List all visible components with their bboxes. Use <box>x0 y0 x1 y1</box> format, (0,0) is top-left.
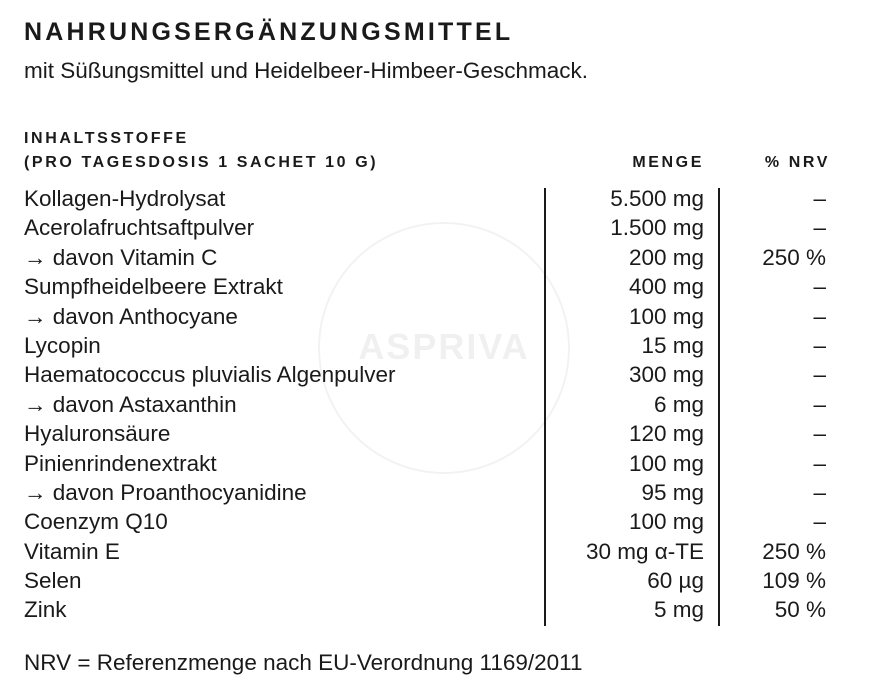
ingredient-amount: 15 mg <box>641 332 704 358</box>
table-row <box>24 449 828 478</box>
table-row <box>24 390 828 419</box>
ingredient-nrv: 250 % <box>762 538 826 564</box>
ingredient-name: Selen <box>24 568 82 594</box>
ingredient-name: Haematococcus pluvialis Algenpulver <box>24 362 396 388</box>
ingredient-name: Pinienrindenextrakt <box>24 450 217 476</box>
ingredient-amount: 100 mg <box>628 303 704 329</box>
table-row <box>24 272 828 301</box>
ingredient-nrv: – <box>813 274 826 300</box>
ingredient-nrv: – <box>813 332 826 358</box>
table-row <box>24 243 828 272</box>
table-row <box>24 507 828 536</box>
ingredient-name: → davon Proanthocyanidine <box>24 479 307 505</box>
ingredient-name: → davon Vitamin C <box>24 244 218 270</box>
ingredient-name: Lycopin <box>24 332 101 358</box>
ingredient-name: Coenzym Q10 <box>24 509 168 535</box>
table-row <box>24 419 828 448</box>
table-row <box>24 595 828 624</box>
ingredient-name: Hyaluronsäure <box>24 421 171 447</box>
page-title: NAHRUNGSERGÄNZUNGSMITTEL <box>24 18 514 46</box>
ingredients-header <box>24 127 378 175</box>
table-row <box>24 360 828 389</box>
amount-header: MENGE <box>632 154 704 171</box>
ingredients-header-line2: (PRO TAGESDOSIS 1 SACHET 10 G) <box>24 154 379 171</box>
ingredient-name: Sumpfheidelbeere Extrakt <box>24 274 283 300</box>
ingredient-amount: 30 mg α-TE <box>585 538 704 564</box>
ingredient-nrv: – <box>813 421 826 447</box>
ingredient-nrv: 50 % <box>774 597 826 623</box>
ingredient-nrv: – <box>813 186 826 211</box>
table-row <box>24 213 828 242</box>
footnote: NRV = Referenzmenge nach EU-Verordnung 1169/2011 <box>24 650 583 675</box>
table-row <box>24 537 828 566</box>
ingredient-nrv: – <box>813 479 826 505</box>
ingredient-name: → davon Anthocyane <box>24 303 238 329</box>
ingredient-amount: 5.500 mg <box>610 186 704 211</box>
ingredient-amount: 1.500 mg <box>610 215 704 241</box>
ingredient-name: Zink <box>24 597 67 623</box>
ingredient-amount: 100 mg <box>628 450 704 476</box>
table-row <box>24 478 828 507</box>
nrv-header: % NRV <box>764 154 830 171</box>
ingredient-nrv: 109 % <box>762 568 826 594</box>
table-row <box>24 184 828 213</box>
ingredient-amount: 6 mg <box>653 391 704 417</box>
nutrition-table <box>24 184 828 625</box>
ingredient-nrv: – <box>813 362 826 388</box>
ingredient-nrv: – <box>813 509 826 535</box>
ingredient-amount: 200 mg <box>628 244 704 270</box>
ingredient-amount: 100 mg <box>628 509 704 535</box>
ingredient-nrv: – <box>813 215 826 241</box>
ingredient-amount: 300 mg <box>628 362 704 388</box>
ingredient-nrv: 250 % <box>762 244 826 270</box>
ingredient-amount: 60 µg <box>647 568 704 594</box>
table-row <box>24 302 828 331</box>
ingredient-name: Acerolafruchtsaftpulver <box>24 215 255 241</box>
ingredient-nrv: – <box>813 391 826 417</box>
ingredient-nrv: – <box>813 303 826 329</box>
watermark-text: ASPRIVA <box>358 326 530 367</box>
ingredient-amount: 120 mg <box>628 421 704 447</box>
ingredient-nrv: – <box>813 450 826 476</box>
table-row <box>24 566 828 595</box>
ingredient-name: → davon Astaxanthin <box>24 391 237 417</box>
page-subtitle: mit Süßungsmittel und Heidelbeer-Himbeer-Geschmack. <box>24 58 588 83</box>
ingredient-amount: 95 mg <box>641 479 704 505</box>
ingredient-name: Vitamin E <box>24 538 120 564</box>
ingredient-amount: 5 mg <box>653 597 704 623</box>
ingredient-amount: 400 mg <box>628 274 704 300</box>
ingredient-name: Kollagen-Hydrolysat <box>24 186 226 211</box>
ingredients-header-line1: INHALTSSTOFFE <box>24 130 189 147</box>
table-row <box>24 331 828 360</box>
